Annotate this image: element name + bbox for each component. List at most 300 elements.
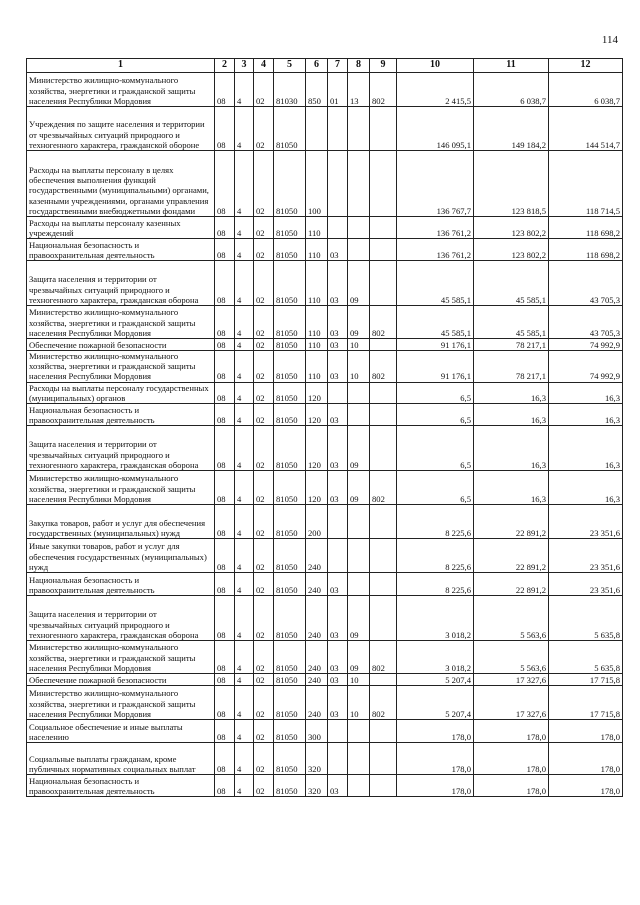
column-header: 11 [474, 59, 549, 73]
amount-cell: 74 992,9 [549, 351, 623, 383]
amount-cell: 118 698,2 [549, 239, 623, 261]
code-cell: 08 [215, 306, 235, 339]
amount-cell: 16,3 [549, 426, 623, 471]
amount-cell: 136 767,7 [397, 151, 474, 217]
table-row [27, 73, 623, 107]
amount-cell: 6,5 [397, 382, 474, 403]
row-label-cell: Министерство жилищно-коммунального хозяйства, энергетики и гражданской защиты населения Республики Мордовия [27, 73, 215, 107]
amount-cell: 5 207,4 [397, 674, 474, 686]
column-header: 4 [254, 59, 274, 73]
code-cell: 03 [328, 404, 348, 426]
amount-cell: 74 992,9 [549, 339, 623, 351]
amount-cell: 178,0 [474, 743, 549, 775]
code-cell: 4 [235, 239, 254, 261]
code-cell: 81050 [274, 641, 306, 674]
code-cell [370, 426, 397, 471]
code-cell: 13 [348, 73, 370, 107]
code-cell: 02 [254, 382, 274, 403]
amount-cell: 16,3 [474, 382, 549, 403]
code-cell: 4 [235, 351, 254, 383]
code-cell [348, 239, 370, 261]
code-cell: 240 [306, 686, 328, 720]
code-cell: 320 [306, 743, 328, 775]
code-cell: 110 [306, 239, 328, 261]
table-row [27, 217, 623, 239]
code-cell: 08 [215, 641, 235, 674]
amount-cell: 123 802,2 [474, 239, 549, 261]
code-cell: 802 [370, 471, 397, 505]
code-cell: 03 [328, 641, 348, 674]
code-cell: 02 [254, 339, 274, 351]
amount-cell: 8 225,6 [397, 573, 474, 596]
column-header: 8 [348, 59, 370, 73]
code-cell: 03 [328, 261, 348, 306]
table-row [27, 404, 623, 426]
code-cell [370, 239, 397, 261]
code-cell: 09 [348, 596, 370, 641]
amount-cell: 45 585,1 [397, 261, 474, 306]
code-cell: 02 [254, 505, 274, 539]
code-cell [370, 505, 397, 539]
row-label-cell: Социальное обеспечение и иные выплаты населению [27, 720, 215, 743]
table-row [27, 573, 623, 596]
code-cell: 81050 [274, 686, 306, 720]
code-cell: 4 [235, 306, 254, 339]
code-cell: 110 [306, 306, 328, 339]
code-cell [348, 404, 370, 426]
code-cell: 4 [235, 73, 254, 107]
amount-cell: 16,3 [549, 404, 623, 426]
code-cell: 03 [328, 471, 348, 505]
amount-cell: 123 802,2 [474, 217, 549, 239]
row-label-cell: Расходы на выплаты персоналу казенных учреждений [27, 217, 215, 239]
code-cell: 02 [254, 217, 274, 239]
code-cell: 4 [235, 339, 254, 351]
code-cell: 08 [215, 743, 235, 775]
code-cell [328, 743, 348, 775]
row-label-cell: Защита населения и территории от чрезвычайных ситуаций природного и техногенного характера, гражданская оборона [27, 426, 215, 471]
code-cell: 02 [254, 720, 274, 743]
code-cell: 08 [215, 686, 235, 720]
code-cell: 300 [306, 720, 328, 743]
code-cell: 03 [328, 426, 348, 471]
code-cell [348, 107, 370, 151]
code-cell: 09 [348, 641, 370, 674]
code-cell: 240 [306, 641, 328, 674]
amount-cell: 22 891,2 [474, 573, 549, 596]
code-cell: 81050 [274, 404, 306, 426]
amount-cell: 45 585,1 [474, 306, 549, 339]
code-cell: 03 [328, 686, 348, 720]
code-cell: 100 [306, 151, 328, 217]
column-header: 3 [235, 59, 254, 73]
amount-cell: 16,3 [549, 471, 623, 505]
code-cell: 10 [348, 339, 370, 351]
table-row [27, 686, 623, 720]
code-cell: 4 [235, 505, 254, 539]
code-cell: 02 [254, 573, 274, 596]
code-cell [370, 674, 397, 686]
code-cell: 850 [306, 73, 328, 107]
code-cell: 81050 [274, 151, 306, 217]
code-cell: 81050 [274, 573, 306, 596]
code-cell: 120 [306, 382, 328, 403]
code-cell [370, 596, 397, 641]
column-header: 12 [549, 59, 623, 73]
code-cell: 802 [370, 351, 397, 383]
code-cell: 02 [254, 426, 274, 471]
code-cell: 09 [348, 471, 370, 505]
code-cell: 08 [215, 674, 235, 686]
amount-cell: 6,5 [397, 471, 474, 505]
amount-cell: 17 715,8 [549, 674, 623, 686]
amount-cell: 178,0 [549, 720, 623, 743]
code-cell [328, 151, 348, 217]
code-cell: 240 [306, 573, 328, 596]
code-cell: 08 [215, 471, 235, 505]
amount-cell: 23 351,6 [549, 573, 623, 596]
code-cell: 08 [215, 107, 235, 151]
code-cell: 4 [235, 217, 254, 239]
code-cell: 240 [306, 596, 328, 641]
code-cell: 08 [215, 217, 235, 239]
code-cell [348, 217, 370, 239]
code-cell: 08 [215, 775, 235, 797]
code-cell [348, 151, 370, 217]
amount-cell: 149 184,2 [474, 107, 549, 151]
code-cell: 08 [215, 151, 235, 217]
amount-cell: 78 217,1 [474, 339, 549, 351]
code-cell: 81030 [274, 73, 306, 107]
amount-cell: 3 018,2 [397, 641, 474, 674]
code-cell [348, 743, 370, 775]
table-row [27, 239, 623, 261]
code-cell [370, 720, 397, 743]
row-label-cell: Закупка товаров, работ и услуг для обеспечения государственных (муниципальных) нужд [27, 505, 215, 539]
code-cell: 09 [348, 426, 370, 471]
row-label-cell: Учреждения по защите населения и территории от чрезвычайных ситуаций природного и техногенного характера, гражданской обороне [27, 107, 215, 151]
table-body [27, 73, 623, 797]
code-cell: 02 [254, 686, 274, 720]
code-cell: 4 [235, 261, 254, 306]
code-cell: 200 [306, 505, 328, 539]
table-row [27, 351, 623, 383]
amount-cell: 118 698,2 [549, 217, 623, 239]
code-cell [370, 404, 397, 426]
code-cell: 09 [348, 261, 370, 306]
amount-cell: 78 217,1 [474, 351, 549, 383]
column-header: 5 [274, 59, 306, 73]
amount-cell: 178,0 [397, 775, 474, 797]
row-label-cell: Министерство жилищно-коммунального хозяйства, энергетики и гражданской защиты населения Республики Мордовия [27, 471, 215, 505]
table-row [27, 775, 623, 797]
table-row [27, 261, 623, 306]
table-row [27, 674, 623, 686]
amount-cell: 3 018,2 [397, 596, 474, 641]
amount-cell: 178,0 [549, 743, 623, 775]
table-row [27, 720, 623, 743]
amount-cell: 8 225,6 [397, 505, 474, 539]
code-cell: 08 [215, 73, 235, 107]
amount-cell: 43 705,3 [549, 306, 623, 339]
code-cell: 81050 [274, 426, 306, 471]
code-cell: 03 [328, 775, 348, 797]
code-cell: 02 [254, 743, 274, 775]
row-label-cell: Защита населения и территории от чрезвычайных ситуаций природного и техногенного характера, гражданская оборона [27, 596, 215, 641]
code-cell: 4 [235, 151, 254, 217]
amount-cell: 43 705,3 [549, 261, 623, 306]
table-row [27, 151, 623, 217]
code-cell: 02 [254, 306, 274, 339]
amount-cell: 91 176,1 [397, 339, 474, 351]
code-cell: 02 [254, 674, 274, 686]
column-header: 1 [27, 59, 215, 73]
amount-cell: 5 563,6 [474, 596, 549, 641]
code-cell: 02 [254, 775, 274, 797]
code-cell [370, 107, 397, 151]
code-cell: 10 [348, 351, 370, 383]
code-cell: 02 [254, 261, 274, 306]
table-row [27, 382, 623, 403]
amount-cell: 23 351,6 [549, 539, 623, 573]
row-label-cell: Расходы на выплаты персоналу государственных (муниципальных) органов [27, 382, 215, 403]
code-cell: 08 [215, 505, 235, 539]
code-cell: 120 [306, 426, 328, 471]
amount-cell: 178,0 [397, 720, 474, 743]
column-header: 6 [306, 59, 328, 73]
code-cell: 4 [235, 686, 254, 720]
code-cell: 03 [328, 596, 348, 641]
code-cell: 81050 [274, 471, 306, 505]
code-cell [370, 151, 397, 217]
code-cell: 08 [215, 596, 235, 641]
column-header: 10 [397, 59, 474, 73]
row-label-cell: Обеспечение пожарной безопасности [27, 674, 215, 686]
code-cell [328, 107, 348, 151]
code-cell: 81050 [274, 339, 306, 351]
amount-cell: 5 635,8 [549, 596, 623, 641]
table-row [27, 426, 623, 471]
code-cell: 81050 [274, 720, 306, 743]
code-cell: 03 [328, 351, 348, 383]
row-label-cell: Национальная безопасность и правоохранительная деятельность [27, 404, 215, 426]
code-cell: 110 [306, 261, 328, 306]
code-cell [370, 743, 397, 775]
amount-cell: 5 207,4 [397, 686, 474, 720]
amount-cell: 23 351,6 [549, 505, 623, 539]
code-cell: 240 [306, 674, 328, 686]
amount-cell: 6 038,7 [474, 73, 549, 107]
code-cell: 81050 [274, 261, 306, 306]
code-cell: 08 [215, 382, 235, 403]
code-cell: 120 [306, 471, 328, 505]
amount-cell: 16,3 [549, 382, 623, 403]
code-cell: 10 [348, 686, 370, 720]
code-cell: 03 [328, 674, 348, 686]
amount-cell: 16,3 [474, 404, 549, 426]
table-row [27, 306, 623, 339]
table-row [27, 339, 623, 351]
amount-cell: 16,3 [474, 426, 549, 471]
code-cell: 02 [254, 404, 274, 426]
code-cell [370, 217, 397, 239]
code-cell: 802 [370, 641, 397, 674]
code-cell: 81050 [274, 539, 306, 573]
code-cell: 4 [235, 720, 254, 743]
code-cell: 09 [348, 306, 370, 339]
amount-cell: 123 818,5 [474, 151, 549, 217]
amount-cell: 6,5 [397, 426, 474, 471]
code-cell [370, 339, 397, 351]
code-cell [370, 382, 397, 403]
code-cell [348, 505, 370, 539]
amount-cell: 146 095,1 [397, 107, 474, 151]
table-row [27, 641, 623, 674]
code-cell [370, 775, 397, 797]
code-cell: 02 [254, 539, 274, 573]
code-cell: 02 [254, 107, 274, 151]
code-cell: 03 [328, 339, 348, 351]
row-label-cell: Министерство жилищно-коммунального хозяйства, энергетики и гражданской защиты населения Республики Мордовия [27, 686, 215, 720]
amount-cell: 17 715,8 [549, 686, 623, 720]
code-cell: 03 [328, 239, 348, 261]
code-cell: 08 [215, 339, 235, 351]
code-cell: 4 [235, 573, 254, 596]
code-cell: 81050 [274, 351, 306, 383]
code-cell: 81050 [274, 107, 306, 151]
amount-cell: 22 891,2 [474, 539, 549, 573]
code-cell: 08 [215, 720, 235, 743]
code-cell: 802 [370, 686, 397, 720]
amount-cell: 91 176,1 [397, 351, 474, 383]
row-label-cell: Иные закупки товаров, работ и услуг для обеспечения государственных (муниципальных) нужд [27, 539, 215, 573]
code-cell: 81050 [274, 306, 306, 339]
code-cell [328, 382, 348, 403]
code-cell: 110 [306, 351, 328, 383]
code-cell: 4 [235, 404, 254, 426]
code-cell: 03 [328, 573, 348, 596]
table-row [27, 107, 623, 151]
table-row [27, 471, 623, 505]
code-cell: 4 [235, 426, 254, 471]
column-header: 2 [215, 59, 235, 73]
table-row [27, 743, 623, 775]
row-label-cell: Национальная безопасность и правоохранительная деятельность [27, 573, 215, 596]
code-cell: 03 [328, 306, 348, 339]
row-label-cell: Министерство жилищно-коммунального хозяйства, энергетики и гражданской защиты населения Республики Мордовия [27, 306, 215, 339]
amount-cell: 8 225,6 [397, 539, 474, 573]
amount-cell: 136 761,2 [397, 239, 474, 261]
code-cell: 81050 [274, 743, 306, 775]
code-cell [370, 573, 397, 596]
table-row [27, 539, 623, 573]
column-header: 9 [370, 59, 397, 73]
code-cell: 08 [215, 261, 235, 306]
code-cell [370, 539, 397, 573]
code-cell: 320 [306, 775, 328, 797]
amount-cell: 5 563,6 [474, 641, 549, 674]
amount-cell: 22 891,2 [474, 505, 549, 539]
row-label-cell: Обеспечение пожарной безопасности [27, 339, 215, 351]
code-cell [328, 539, 348, 573]
code-cell: 802 [370, 306, 397, 339]
code-cell: 240 [306, 539, 328, 573]
code-cell [328, 720, 348, 743]
code-cell: 110 [306, 339, 328, 351]
code-cell: 81050 [274, 217, 306, 239]
code-cell [328, 505, 348, 539]
code-cell: 4 [235, 641, 254, 674]
code-cell [348, 573, 370, 596]
code-cell: 81050 [274, 775, 306, 797]
code-cell: 4 [235, 382, 254, 403]
code-cell: 02 [254, 239, 274, 261]
code-cell: 120 [306, 404, 328, 426]
row-label-cell: Министерство жилищно-коммунального хозяйства, энергетики и гражданской защиты населения Республики Мордовия [27, 641, 215, 674]
amount-cell: 16,3 [474, 471, 549, 505]
row-label-cell: Национальная безопасность и правоохранительная деятельность [27, 775, 215, 797]
code-cell [348, 382, 370, 403]
code-cell: 08 [215, 351, 235, 383]
code-cell: 08 [215, 426, 235, 471]
code-cell: 110 [306, 217, 328, 239]
code-cell: 01 [328, 73, 348, 107]
page-number: 114 [601, 34, 618, 46]
amount-cell: 5 635,8 [549, 641, 623, 674]
code-cell: 81050 [274, 382, 306, 403]
code-cell: 4 [235, 107, 254, 151]
amount-cell: 178,0 [549, 775, 623, 797]
amount-cell: 178,0 [474, 720, 549, 743]
code-cell: 10 [348, 674, 370, 686]
code-cell: 4 [235, 743, 254, 775]
code-cell: 02 [254, 351, 274, 383]
row-label-cell: Расходы на выплаты персоналу в целях обеспечения выполнения функций государственными (муниципальными) органами, казенными учреждениями, органами управления государственными внебюджетными фондами [27, 151, 215, 217]
code-cell: 4 [235, 471, 254, 505]
code-cell [306, 107, 328, 151]
code-cell: 81050 [274, 505, 306, 539]
budget-table [26, 58, 623, 797]
row-label-cell: Защита населения и территории от чрезвычайных ситуаций природного и техногенного характера, гражданская оборона [27, 261, 215, 306]
code-cell: 4 [235, 674, 254, 686]
amount-cell: 45 585,1 [474, 261, 549, 306]
code-cell: 08 [215, 404, 235, 426]
amount-cell: 118 714,5 [549, 151, 623, 217]
code-cell [348, 720, 370, 743]
amount-cell: 17 327,6 [474, 674, 549, 686]
code-cell: 08 [215, 539, 235, 573]
code-cell: 08 [215, 573, 235, 596]
code-cell [370, 261, 397, 306]
code-cell [348, 539, 370, 573]
code-cell: 81050 [274, 674, 306, 686]
amount-cell: 136 761,2 [397, 217, 474, 239]
amount-cell: 178,0 [397, 743, 474, 775]
amount-cell: 45 585,1 [397, 306, 474, 339]
code-cell: 02 [254, 641, 274, 674]
code-cell: 02 [254, 471, 274, 505]
header-row [27, 59, 623, 73]
code-cell: 4 [235, 775, 254, 797]
code-cell: 81050 [274, 596, 306, 641]
code-cell: 802 [370, 73, 397, 107]
amount-cell: 178,0 [474, 775, 549, 797]
amount-cell: 6 038,7 [549, 73, 623, 107]
code-cell: 02 [254, 73, 274, 107]
code-cell [328, 217, 348, 239]
amount-cell: 2 415,5 [397, 73, 474, 107]
code-cell: 02 [254, 596, 274, 641]
